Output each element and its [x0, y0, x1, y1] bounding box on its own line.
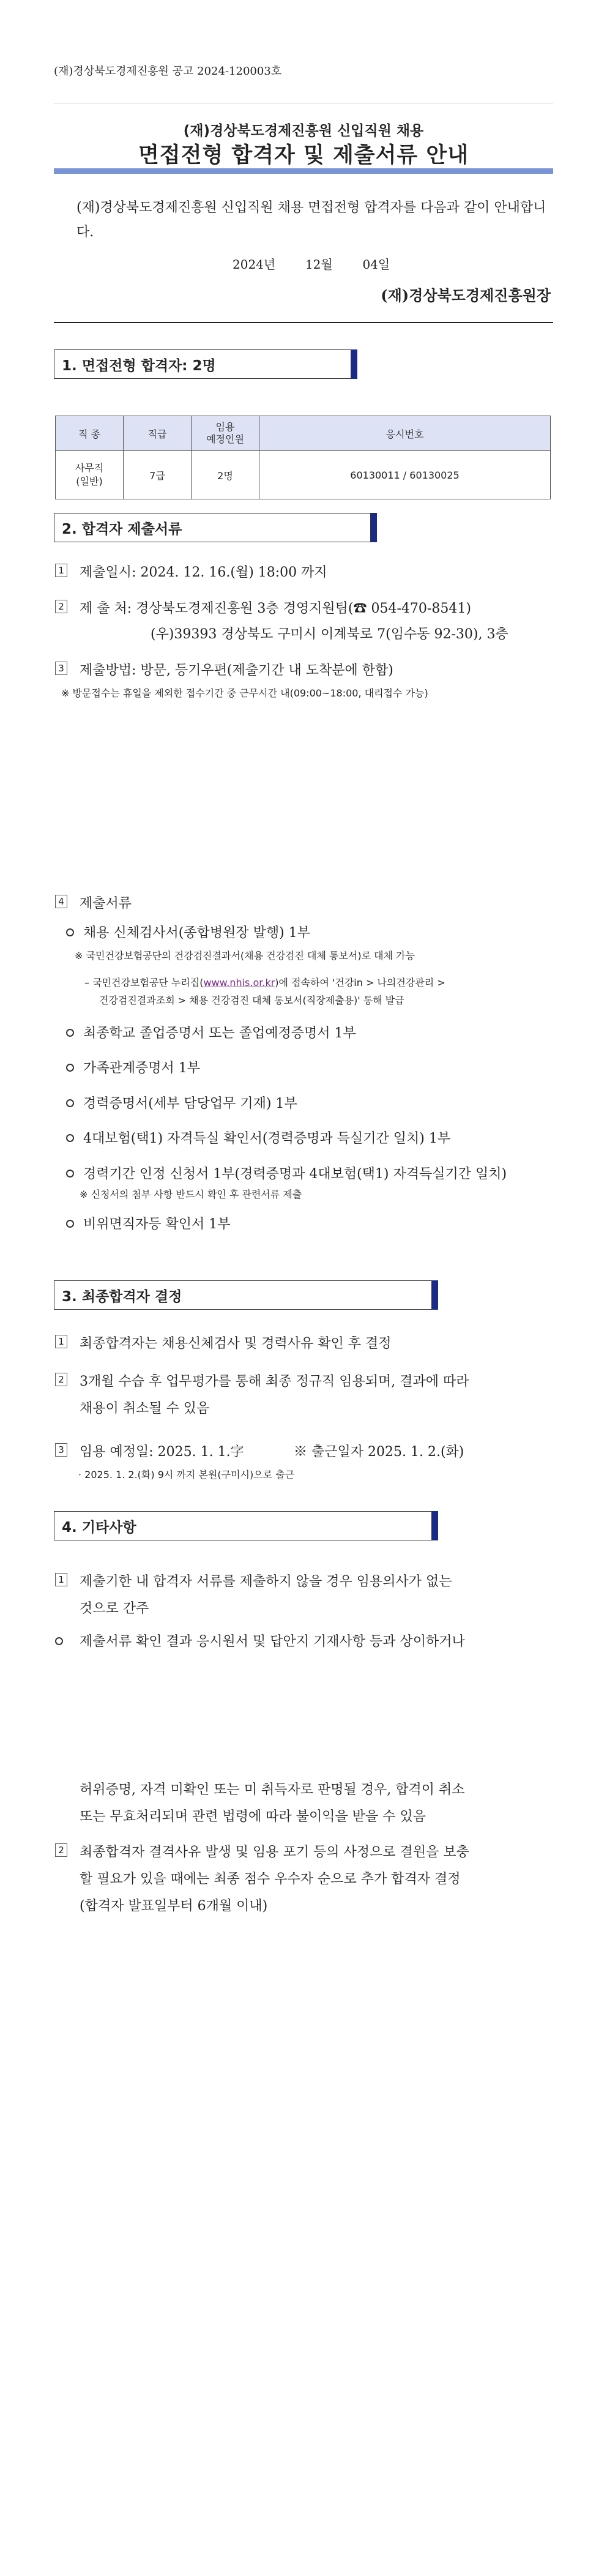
item-number-box: 1 — [55, 1335, 67, 1348]
bullet-circle-icon — [66, 1134, 74, 1142]
section-2-heading-text: 2. 합격자 제출서류 — [62, 521, 182, 537]
header-bottom-rule — [54, 322, 553, 323]
bullet-circle-icon — [66, 928, 74, 936]
doc-medical-exam-guide-line2: 건강검진결과조회 > 채용 건강검진 대체 통보서(직장제출용)' 통해 발급 — [99, 995, 404, 1006]
table-header-row — [56, 416, 551, 451]
other-note-2-line1: 제출서류 확인 결과 응시원서 및 답안지 기재사항 등과 상이하거나 — [80, 1634, 465, 1649]
doc-career-period-note: ※ 신청서의 첨부 사항 반드시 확인 후 관련서류 제출 — [80, 1189, 302, 1200]
section-1-heading-bar — [351, 349, 357, 379]
doc-medical-exam-note: ※ 국민건강보험공단의 건강검진결과서(채용 건강검진 대체 통보서)로 대체 가능 — [75, 950, 415, 961]
submission-method-note: ※ 방문접수는 휴일을 제외한 접수기간 중 근무시간 내(09:00~18:00, 대리접수 가능) — [61, 687, 428, 699]
cell-job-type: 사무직 (일반) — [56, 451, 124, 499]
item-number-box: 2 — [55, 600, 67, 613]
appointment-date: 임용 예정일: 2025. 1. 1.字 — [80, 1444, 244, 1460]
other-note-2-line3: 또는 무효처리되며 관련 법령에 따라 불이익을 받을 수 있음 — [80, 1809, 426, 1824]
item-number-box: 4 — [55, 895, 67, 908]
doc-medical-exam: 채용 신체검사서(종합병원장 발행) 1부 — [83, 925, 310, 941]
first-workday-note: · 2025. 1. 2.(화) 9시 까지 본원(구미시)으로 출근 — [78, 1469, 295, 1480]
date-month: 12월 — [305, 257, 333, 272]
doc-medical-exam-guide — [84, 975, 445, 989]
col-job-type: 직 종 — [56, 416, 124, 451]
section-1-heading-text: 1. 면접전형 합격자: 2명 — [62, 357, 216, 374]
table-row — [56, 451, 551, 499]
doc-insurance-record: 4대보험(택1) 자격득실 확인서(경력증명과 득실기간 일치) 1부 — [83, 1131, 451, 1146]
first-workday: ※ 출근일자 2025. 1. 2.(화) — [294, 1444, 464, 1460]
section-2-heading-bar — [371, 513, 377, 542]
other-note-1-line2: 것으로 간주 — [80, 1601, 149, 1616]
doc-career-certificate: 경력증명서(세부 담당업무 기재) 1부 — [83, 1096, 297, 1111]
section-4-heading — [54, 1511, 432, 1540]
section-4-heading-text: 4. 기타사항 — [62, 1519, 136, 1536]
cell-grade: 7급 — [124, 451, 192, 499]
item-number-box: 3 — [55, 662, 67, 675]
col-applicant-number: 응시번호 — [259, 416, 551, 451]
item-number-box: 1 — [55, 564, 67, 577]
cell-headcount: 2명 — [192, 451, 259, 499]
section-2-heading — [54, 513, 371, 542]
section-3-heading — [54, 1280, 432, 1310]
section-1-heading — [54, 349, 351, 379]
bullet-circle-icon — [66, 1029, 74, 1037]
doc-career-period-application: 경력기간 인정 신청서 1부(경력증명과 4대보험(택1) 자격득실기간 일치) — [83, 1167, 507, 1182]
guide-text-pre: – 국민건강보험공단 누리집( — [84, 977, 204, 988]
other-note-3-line2: 할 필요가 있을 때에는 최종 점수 우수자 순으로 추가 합격자 결정 — [80, 1872, 461, 1887]
other-note-3-line3: (합격자 발표일부터 6개월 이내) — [80, 1898, 268, 1914]
bullet-circle-icon — [66, 1170, 74, 1178]
item-number-box: 1 — [55, 1573, 67, 1586]
item-number-box: 2 — [55, 1843, 67, 1857]
required-documents-label: 제출서류 — [80, 896, 132, 911]
notice-number: (재)경상북도경제진흥원 공고 2024-120003호 — [54, 65, 282, 78]
doc-graduation-certificate: 최종학교 졸업증명서 또는 졸업예정증명서 1부 — [83, 1026, 356, 1041]
item-number-box: 3 — [55, 1443, 67, 1457]
bullet-circle-icon — [66, 1064, 74, 1072]
final-decision-criteria: 최종합격자는 채용신체검사 및 경력사유 확인 후 결정 — [80, 1336, 392, 1351]
submission-deadline: 제출일시: 2024. 12. 16.(월) 18:00 까지 — [80, 565, 327, 580]
date-day: 04일 — [362, 257, 390, 272]
section-4-heading-bar — [432, 1511, 438, 1540]
col-headcount: 임용 예정인원 — [192, 416, 259, 451]
other-note-3-line1: 최종합격자 결격사유 발생 및 임용 포기 등의 사정으로 결원을 보충 — [80, 1845, 469, 1860]
probation-notice-line2: 채용이 취소될 수 있음 — [80, 1401, 210, 1416]
document-subtitle: (재)경상북도경제진흥원 신입직원 채용 — [183, 123, 424, 139]
probation-notice-line1: 3개월 수습 후 업무평가를 통해 최종 정규직 임용되며, 결과에 따라 — [80, 1374, 469, 1389]
other-note-1-line1: 제출기한 내 합격자 서류를 제출하지 않을 경우 임용의사가 없는 — [80, 1574, 452, 1589]
date-year: 2024년 — [233, 257, 276, 272]
issuer-signature: (재)경상북도경제진흥원장 — [381, 286, 551, 304]
announcement-date — [233, 255, 390, 272]
document-title: 면접전형 합격자 및 제출서류 안내 — [138, 143, 469, 168]
bullet-circle-icon — [66, 1099, 74, 1107]
col-grade: 직급 — [124, 416, 192, 451]
guide-text-post: )에 접속하여 '건강in > 나의건강관리 > — [275, 977, 445, 988]
submission-address: (우)39393 경상북도 구미시 이계북로 7(임수동 92-30), 3층 — [151, 627, 508, 642]
bullet-circle-icon — [55, 1637, 63, 1645]
passers-table — [55, 416, 551, 499]
submission-place: 제 출 처: 경상북도경제진흥원 3층 경영지원팀(☎ 054-470-8541) — [80, 601, 471, 616]
title-underline-bar — [54, 168, 553, 174]
nhis-website-link[interactable]: www.nhis.or.kr — [203, 977, 275, 988]
other-note-2-line2: 허위증명, 자격 미확인 또는 미 취득자로 판명될 경우, 합격이 취소 — [80, 1782, 465, 1798]
section-3-heading-bar — [432, 1280, 438, 1310]
bullet-circle-icon — [66, 1220, 74, 1228]
submission-method: 제출방법: 방문, 등기우편(제출기간 내 도착분에 한함) — [80, 663, 393, 678]
doc-misconduct-check: 비위면직자등 확인서 1부 — [83, 1217, 231, 1232]
intro-paragraph: (재)경상북도경제진흥원 신입직원 채용 면접전형 합격자를 다음과 같이 안내합니다. — [76, 200, 546, 240]
cell-applicant-numbers: 60130011 / 60130025 — [259, 451, 551, 499]
item-number-box: 2 — [55, 1373, 67, 1386]
section-3-heading-text: 3. 최종합격자 결정 — [62, 1288, 182, 1305]
doc-family-relation: 가족관계증명서 1부 — [83, 1061, 201, 1076]
